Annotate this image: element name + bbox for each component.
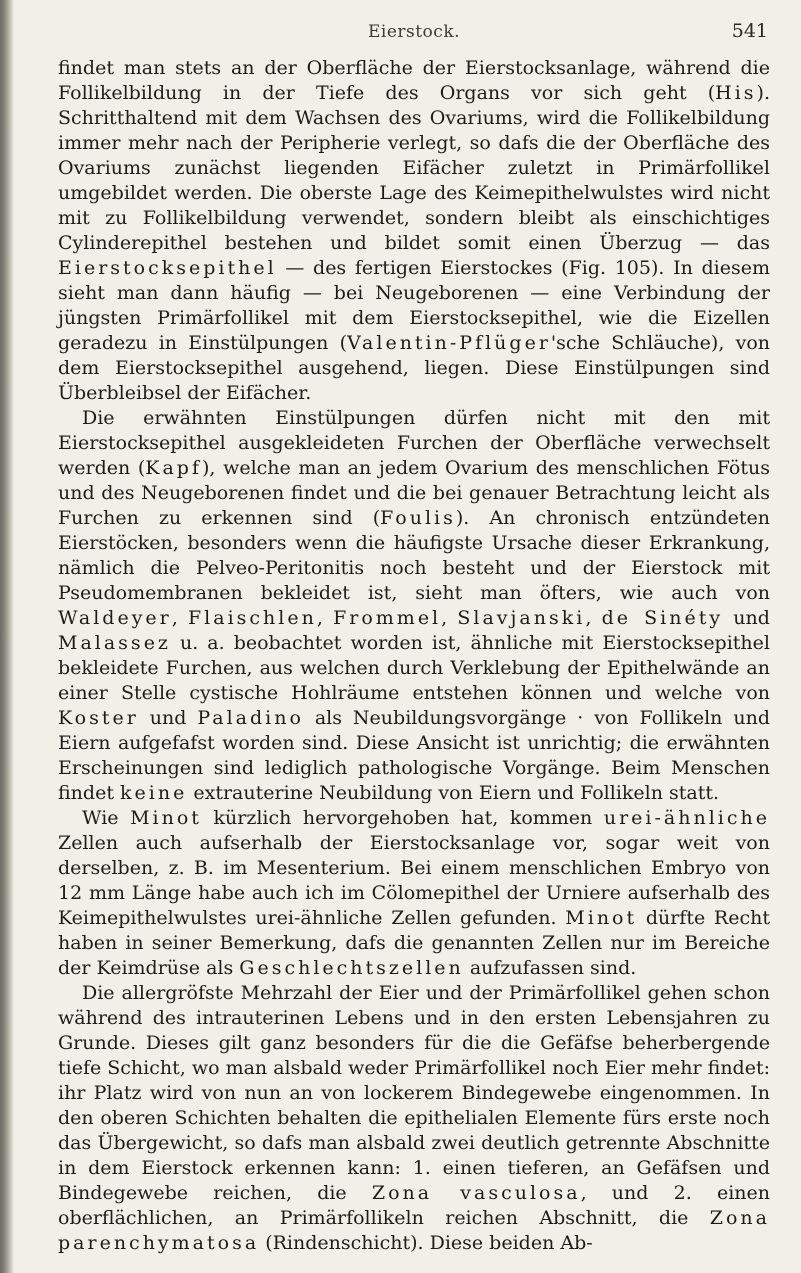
text-run: Wie [82,807,131,829]
text-run: 'sche Schläuche), von dem Eierstocksepithel ausgehend, liegen. Diese Einstülpungen sind Überbleibsel der Eifächer. [58,332,770,404]
spaced-name: Malassez [58,632,171,654]
text-run: Die erwähnten Einstülpungen dürfen nicht mit den mit Eierstocksepithel ausgekleideten Furchen der Oberfläche verwechselt werden ( [58,407,770,479]
spaced-name: de Sinéty [601,607,724,629]
spaced-name: Paladino [197,707,304,729]
spaced-name: Frommel [333,607,442,629]
spaced-name: Minot [130,807,202,829]
spaced-name: Zona vasculosa [371,1182,581,1204]
spaced-name: Koster [58,707,139,729]
text-run: dürfte Recht haben in seiner Bemerkung, dafs die genannten Zellen nur im Bereiche der Keimdrüse als [58,907,770,979]
text-run: und [138,707,198,729]
spaced-name: Minot [565,907,638,929]
text-run: (Rindenschicht). Diese beiden Ab- [259,1232,593,1254]
binding-edge [0,0,14,1273]
text-run: , und 2. einen oberflächlichen, an Primärfollikeln reichen Abschnitt, die [58,1182,770,1229]
text-run: als Neubildungsvorgänge · von Follikeln und Eiern aufgefafst worden sind. Diese Ansicht ist unrichtig; die erwähnten Erscheinungen sind lediglich pathologische Vorgänge. Beim Menschen findet [58,707,770,804]
text-run: , [316,607,334,629]
text-run: , [585,607,602,629]
text-run: u. a. beobachtet worden ist, ähnliche mit Eierstocksepithel bekleidete Furchen, aus welchen durch Verklebung der Epithelwände an einer Stelle cystische Hohlräume entstehen können und welche von [58,632,770,704]
text-run: ). An chronisch entzündeten Eierstöcken, besonders wenn die häufigste Ursache dieser Erkrankung, nämlich die Pelveo-Peritonitis noch besteht und der Eierstock mit Pseudomembranen bekleidet ist, sieht man öfters, wie auch von [58,507,770,604]
paragraph [58,56,770,406]
spaced-name: His [715,82,757,104]
spaced-name: Zona parenchymatosa [58,1207,770,1254]
running-head [58,16,770,56]
text-run: ). Schritthaltend mit dem Wachsen des Ovariums, wird die Follikelbildung immer mehr nach der Peripherie verlegt, so dafs die der Oberfläche des Ovariums zunächst liegenden Eifächer zuletzt in Primärfollikel umgebildet werden. Die oberste Lage des Keimepithelwulstes wird nicht mit zu Follikelbildung verwendet, sondern bleibt als einschichtiges Cylinderepithel bestehen und bildet somit einen Überzug — das [58,82,770,254]
text-run: Die allergröfste Mehrzahl der Eier und der Primärfollikel gehen schon während des intrauterinen Lebens und in den ersten Lebensjahren zu Grunde. Dieses gilt ganz besonders für die die Gefäfse beherbergende tiefe Schicht, wo man alsbald weder Primärfollikel noch Eier mehr findet: ihr Platz wird von nun an von lockerem Bindegewebe eingenommen. In den oberen Schichten behalten die epithelialen Elemente fürs erste noch das Übergewicht, so dafs man alsbald zwei deutlich getrennte Abschnitte in dem Eierstock erkennen kann: 1. einen tieferen, an Gefäfsen und Bindegewebe reichen, die [58,982,770,1204]
text-run: aufzufassen sind. [463,957,637,979]
paragraph [58,406,770,806]
spaced-name: Geschlechtszellen [239,957,464,979]
spaced-name: keine [120,782,188,804]
text-run: Zellen auch aufserhalb der Eierstocksanlage vor, sogar weit von derselben, z. B. im Mesenterium. Bei einem menschlichen Embryo von 12 mm Länge habe auch ich im Cölomepithel der Urniere aufserhalb des Keimepithelwulstes urei-ähnliche Zellen gefunden. [58,832,770,929]
text-run: , [171,607,188,629]
text-run: , [441,607,458,629]
page-number: 541 [731,20,768,42]
text-run: ), welche man an jedem Ovarium des menschlichen Fötus und des Neugeborenen findet und die bei genauer Betrachtung leicht als Furchen zu erkennen sind ( [58,457,770,529]
text-run: findet man stets an der Oberfläche der Eierstocksanlage, während die Follikelbildung in der Tiefe des Organs vor sich geht ( [58,57,770,104]
spaced-name: Waldeyer [58,607,172,629]
running-head-title: Eierstock. [367,22,461,42]
spaced-name: Valentin-Pflüger [347,332,551,354]
book-page [58,16,770,1256]
spaced-name: Slavjanski [457,607,586,629]
text-run: und [723,607,770,629]
body-text [58,56,770,1256]
text-run: — des fertigen Eierstockes (Fig. 105). In diesem sieht man dann häufig — bei Neugeborenen — eine Verbindung der jüngsten Primärfollikel mit dem Eierstocksepithel, wie die Eizellen geradezu in Einstülpungen ( [58,257,770,354]
spaced-name: Eierstocksepithel [58,257,277,279]
spaced-name: urei-ähnliche [603,807,770,829]
spaced-name: Flaischlen [187,607,317,629]
paragraph [58,806,770,981]
paragraph [58,981,770,1256]
text-run: extrauterine Neubildung von Eiern und Follikeln statt. [187,782,720,804]
spaced-name: Foulis [380,507,456,529]
text-run: kürzlich hervorgehoben hat, kommen [201,807,604,829]
spaced-name: Kapf [145,457,202,479]
